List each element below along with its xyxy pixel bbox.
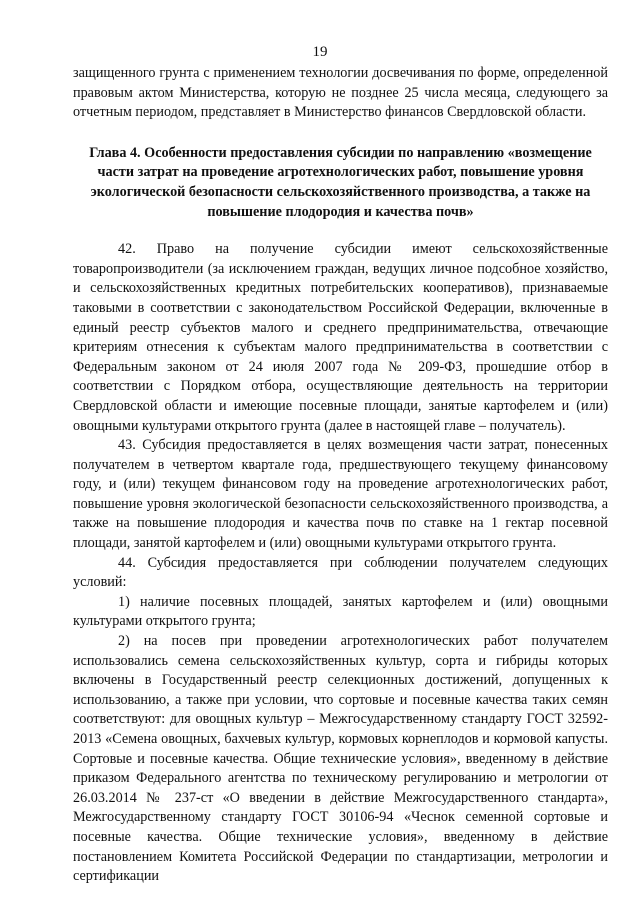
- chapter-heading: Глава 4. Особенности предоставления субсидии по направлению «возмещение части затрат на проведение агротехнологических работ, повышение уровня экологической безопасности сельскохозяйственного производства, а также на повышение плодородия и качества почв»: [89, 144, 592, 220]
- paragraph-43: 43. Субсидия предоставляется в целях возмещения части затрат, понесенных получателем в четвертом квартале года, предшествующего текущему финансовому году, и (или) текущем финансовом году на проведение агротехнологических работ, повышение уровня экологической безопасности сельскохозяйственного производства, а также на повышение плодородия и качества почв по ставке на 1 гектар посевной площади, занятой картофелем и (или) овощными культурами открытого грунта.: [73, 437, 608, 552]
- condition-1: 1) наличие посевных площадей, занятых картофелем и (или) овощными культурами открытого грунта;: [73, 593, 608, 630]
- condition-2: 2) на посев при проведении агротехнологических работ получателем использовались семена сельскохозяйственных культур, сорта и гибриды которых включены в Государственный реестр селекционных достижений, допущенных к использованию, а также при условии, что сортовые и посевные качества таких семян соответствуют: для овощных культур – Межгосударственному стандарту ГОСТ 32592-2013 «Семена овощных, бахчевых культур, кормовых корнеплодов и кормовой капусты. Сортовые и посевные качества. Общие технические условия», введенному в действие приказом Федерального агентства по техническому регулированию и метрологии от 26.03.2014 № 237-ст «О введении в действие Межгосударственного стандарта», Межгосударственному стандарту ГОСТ 30106-94 «Чеснок семенной сортовые и посевные качества. Общие технические условия», введенному в действие постановлением Комитета Российской Федерации по стандартизации, метрологии и сертификации: [73, 633, 608, 885]
- page-number: 19: [312, 44, 328, 60]
- paragraph-42: 42. Право на получение субсидии имеют сельскохозяйственные товаропроизводители (за исключением граждан, ведущих личное подсобное хозяйство, и сельскохозяйственных кредитных потребительских кооперативов), признаваемые таковыми в соответствии с законодательством Российской Федерации, включенные в единый реестр субъектов малого и среднего предпринимательства, отвечающие критериям отнесения к субъектам малого предпринимательства в соответствии с Федеральным законом от 24 июля 2007 года № 209-ФЗ, прошедшие отбор в соответствии с Порядком отбора, осуществляющие деятельность на территории Свердловской области и имеющие посевные площади, занятые картофелем и (или) овощными культурами открытого грунта (далее в настоящей главе – получатель).: [73, 241, 608, 434]
- document-body: [73, 64, 608, 887]
- intro-paragraph: защищенного грунта с применением технологии досвечивания по форме, определенной правовым актом Министерства, которую не позднее 25 числа месяца, следующего за отчетным периодом, представляет в Министерство финансов Свердловской области.: [73, 65, 608, 121]
- paragraph-44: 44. Субсидия предоставляется при соблюдении получателем следующих условий:: [73, 554, 608, 591]
